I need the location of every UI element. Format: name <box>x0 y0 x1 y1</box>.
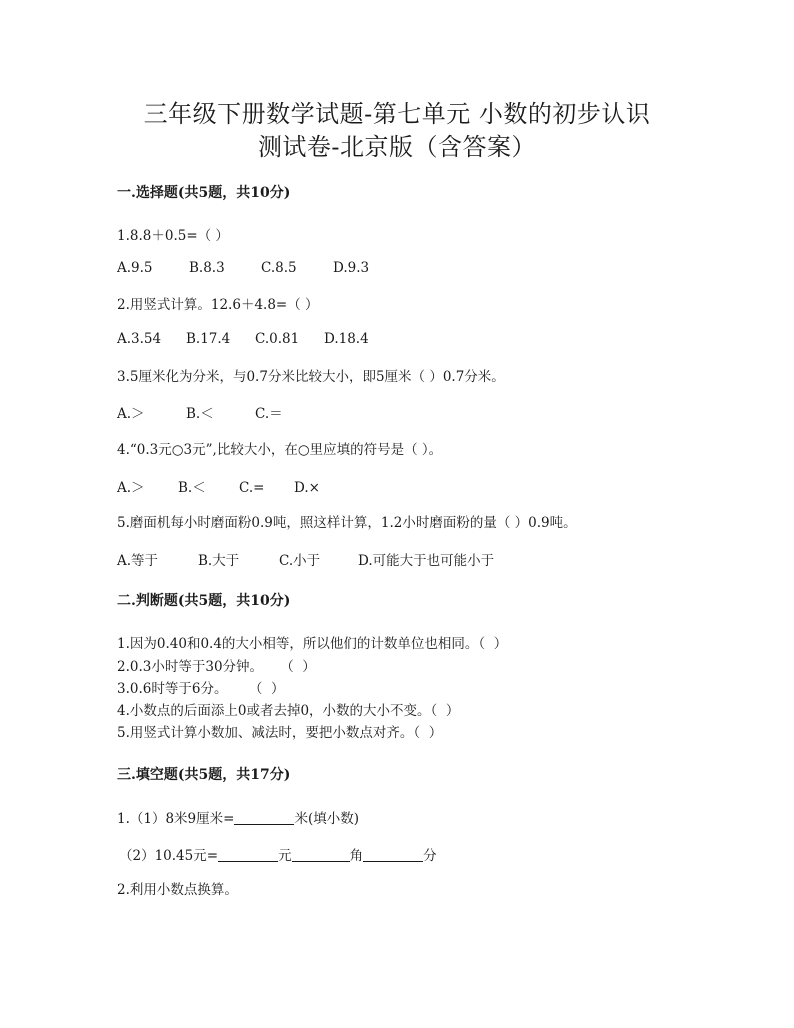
fill-question-1-part-1 <box>117 807 359 827</box>
option-c: C.= <box>239 480 265 496</box>
option-d: D.× <box>294 480 320 496</box>
question-3-stem: 3.5厘米化为分米，与0.7分米比较大小，即5厘米（ ）0.7分米。 <box>117 369 505 385</box>
option-d: D.18.4 <box>324 331 369 347</box>
option-b: B.大于 <box>198 553 240 569</box>
page-subtitle: 测试卷-北京版（含答案） <box>257 133 537 161</box>
judgement-item-4: 4.小数点的后面添上0或者去掉0，小数的大小不变。（ ） <box>117 703 460 719</box>
option-c: C.小于 <box>279 553 321 569</box>
option-a: A.等于 <box>117 553 159 569</box>
judgement-item-1: 1.因为0.40和0.4的大小相等，所以他们的计数单位也相同。（ ） <box>117 636 508 652</box>
question-5-stem: 5.磨面机每小时磨面粉0.9吨，照这样计算，1.2小时磨面粉的量（ ）0.9吨。 <box>117 515 577 531</box>
answer-blank-fen[interactable] <box>363 847 423 862</box>
option-d: D.可能大于也可能小于 <box>358 553 495 569</box>
option-c: C.0.81 <box>255 331 300 347</box>
unit-fen: 分 <box>423 848 437 864</box>
fill-prefix: 1.（1）8米9厘米= <box>117 811 235 827</box>
page-title: 三年级下册数学试题-第七单元 小数的初步认识 <box>143 100 651 128</box>
option-b: B.＜ <box>178 480 206 496</box>
option-b: B.8.3 <box>189 260 225 276</box>
question-2-stem: 2.用竖式计算。12.6＋4.8=（ ） <box>117 297 319 313</box>
question-4-options <box>117 476 320 496</box>
answer-blank-jiao[interactable] <box>292 847 350 862</box>
answer-blank-yuan[interactable] <box>218 847 278 862</box>
section-heading-judgement: 二.判断题(共5题，共10分) <box>117 593 291 609</box>
question-5-options <box>117 549 494 569</box>
judgement-item-3: 3.0.6时等于6分。 （ ） <box>117 681 285 697</box>
question-4-stem: 4.“0.3元○3元”,比较大小，在○里应填的符号是（ ）。 <box>117 442 443 458</box>
option-d: D.9.3 <box>333 260 370 276</box>
option-b: B.＜ <box>186 406 214 422</box>
section-heading-fill-blank: 三.填空题(共5题，共17分) <box>117 767 291 783</box>
judgement-item-5: 5.用竖式计算小数加、减法时，要把小数点对齐。（ ） <box>117 725 443 741</box>
option-c: C.8.5 <box>261 260 297 276</box>
unit-yuan: 元 <box>278 848 292 864</box>
option-a: A.9.5 <box>117 260 153 276</box>
question-1-options <box>117 260 369 276</box>
judgement-item-2: 2.0.3小时等于30分钟。 （ ） <box>117 659 316 675</box>
unit-jiao: 角 <box>349 848 364 864</box>
fill-question-1-part-2 <box>119 844 437 864</box>
option-a: A.＞ <box>117 480 145 496</box>
option-b: B.17.4 <box>186 331 231 347</box>
fill-question-2: 2.利用小数点换算。 <box>117 882 238 898</box>
question-3-options <box>117 402 283 422</box>
fill-prefix: （2）10.45元= <box>119 848 219 864</box>
section-heading-choice: 一.选择题(共5题，共10分) <box>117 185 291 201</box>
option-a: A.3.54 <box>117 331 162 347</box>
fill-suffix: 米(填小数) <box>294 811 360 827</box>
question-2-options <box>117 331 369 347</box>
option-a: A.＞ <box>117 406 145 422</box>
option-c: C.＝ <box>255 406 283 422</box>
question-1-stem: 1.8.8＋0.5=（ ） <box>117 228 229 244</box>
answer-blank[interactable] <box>234 810 294 825</box>
